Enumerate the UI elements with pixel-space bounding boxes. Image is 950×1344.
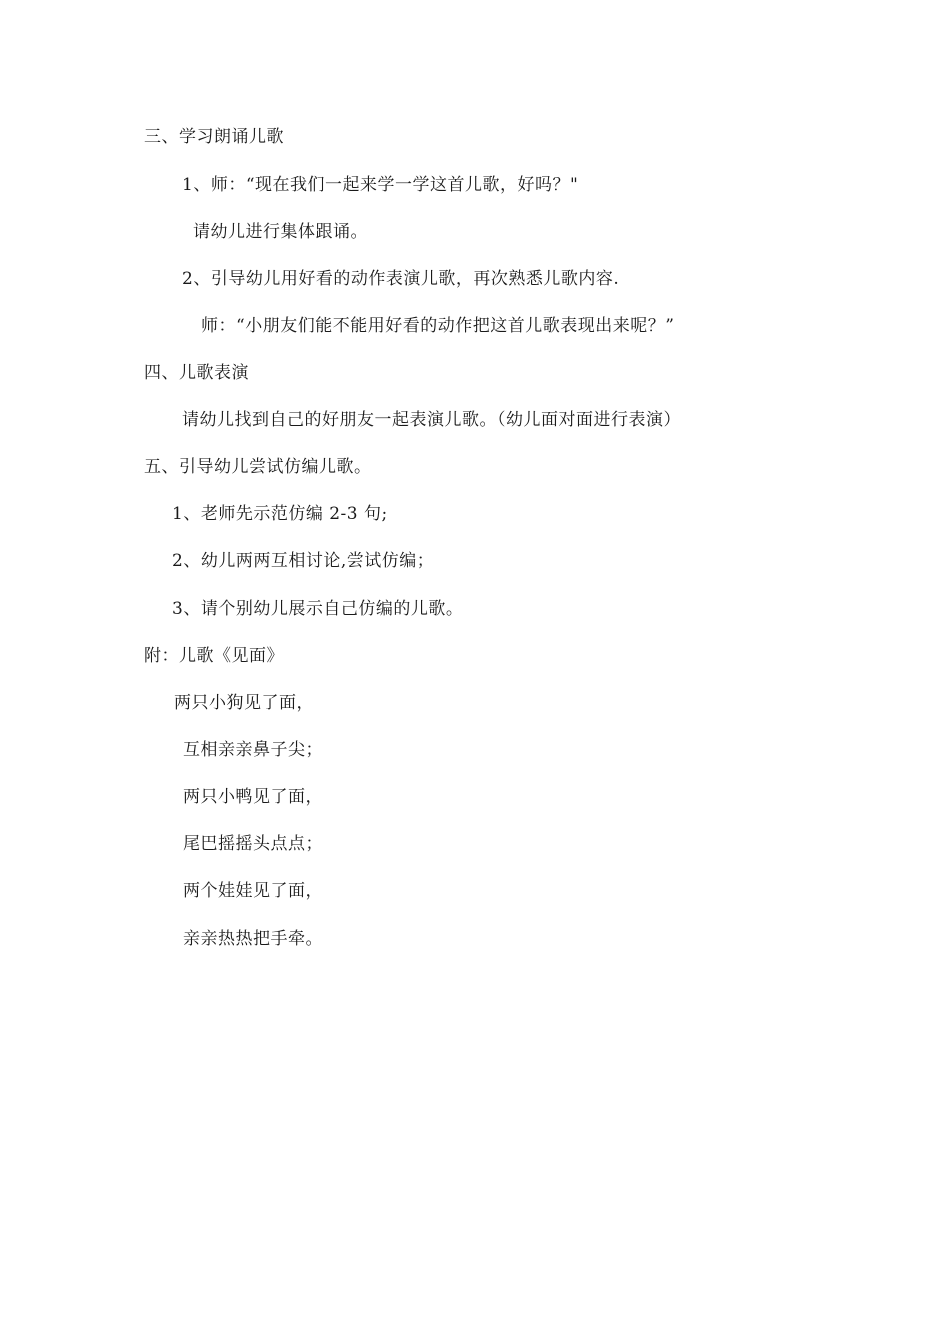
section3-item-2-detail: 师：“小朋友们能不能用好看的动作把这首儿歌表现出来呢？” bbox=[201, 316, 675, 336]
section5-heading: 五、引导幼儿尝试仿编儿歌。 bbox=[144, 457, 372, 477]
poem-line: 亲亲热热把手牵。 bbox=[183, 929, 323, 949]
section3-item-2: 2、引导幼儿用好看的动作表演儿歌，再次熟悉儿歌内容. bbox=[182, 269, 620, 289]
section4-heading: 四、儿歌表演 bbox=[144, 363, 249, 383]
poem-line: 尾巴摇摇头点点； bbox=[183, 834, 323, 854]
section3-item-1: 1、师：“现在我们一起来学一学这首儿歌，好吗？" bbox=[182, 175, 579, 195]
section5-item: 3、请个别幼儿展示自己仿编的儿歌。 bbox=[172, 599, 464, 619]
poem-line: 两个娃娃见了面， bbox=[183, 881, 323, 901]
poem-line: 互相亲亲鼻子尖； bbox=[183, 740, 323, 760]
poem-line: 两只小鸭见了面， bbox=[183, 787, 323, 807]
section3-heading: 三、学习朗诵儿歌 bbox=[144, 127, 284, 147]
section5-item: 2、幼儿两两互相讨论,尝试仿编； bbox=[172, 551, 435, 571]
section4-detail: 请幼儿找到自己的好朋友一起表演儿歌。（幼儿面对面进行表演） bbox=[182, 410, 681, 430]
section5-item: 1、老师先示范仿编 2-3 句; bbox=[172, 504, 388, 524]
appendix-heading: 附：儿歌《见面》 bbox=[144, 646, 284, 666]
section3-item-1-detail: 请幼儿进行集体跟诵。 bbox=[193, 222, 368, 242]
poem-line: 两只小狗见了面， bbox=[174, 693, 314, 713]
